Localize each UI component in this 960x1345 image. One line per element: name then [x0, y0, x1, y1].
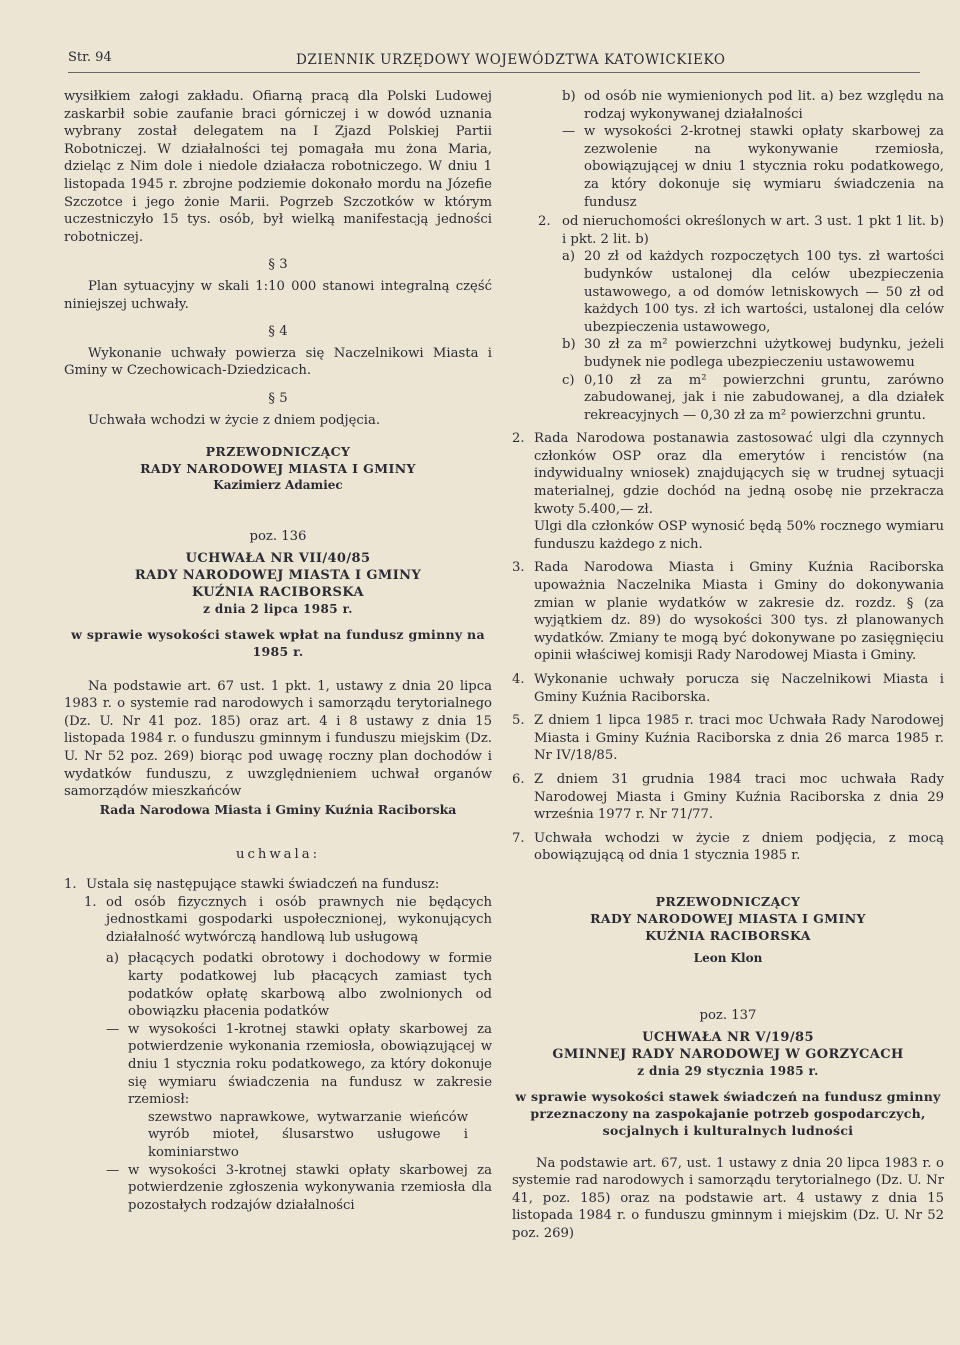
journal-title: DZIENNIK URZĘDOWY WOJEWÓDZTWA KATOWICKIEKO — [296, 52, 726, 68]
right-column — [512, 88, 944, 1243]
paragraph-3-text: Rada Narodowa Miasta i Gminy Kuźnia Raciborska upoważnia Naczelnika Miasta i Gminy do dokonywania zmian w planie wydatków w zakresie dz. rozdz. § (za wyjątkiem dz. 89) do wysokości 300 tys. zł planowanych wydatków. Zmiany te mogą być dokonywane po zasięgnięciu opinii właściwej komisji Rady Narodowej Miasta i Gminy. — [534, 560, 944, 664]
section-5-text: Uchwała wchodzi w życie z dniem podjęcia. — [88, 412, 381, 428]
legal-basis-136: Na podstawie art. 67 ust. 1 pkt. 1, ustawy z dnia 20 lipca 1983 r. o systemie rad narodowych i samorządu terytorialnego (Dz. U. Nr 41 poz. 185) oraz art. 4 i 8 ustawy z dnia 15 listopada 1984 r. o funduszu gminnym i funduszu miejskim (Dz. U. Nr 52 poz. 269) biorąc pod uwagę roczny plan dochodów i wydatków funduszu, z uwzględnieniem uchwał organów samorządów mieszkańców — [64, 678, 492, 800]
paragraph-3: 3. Rada Narodowa Miasta i Gminy Kuźnia Raciborska upoważnia Naczelnika Miasta i Gminy do dokonywania zmian w planie wydatków w zakresie dz. rozdz. § (za wyjątkiem dz. 89) do wysokości 300 tys. zł planowanych wydatków. Zmiany te mogą być dokonywane po zasięgnięciu opinii właściwej komisji Rady Narodowej Miasta i Gminy. — [512, 560, 944, 664]
section-3-heading: § 3 — [268, 257, 288, 273]
resolution-136-date: z dnia 2 lipca 1985 r. — [203, 601, 353, 616]
letter-1a-text: płacących podatki obrotowy i dochodowy w formie karty podatkowej lub płacących zamiast tych podatków opłatę skarbową albo zwolnionych od obowiązku płacenia podatków — [128, 951, 492, 1020]
dash-item-1-text: w wysokości 1-krotnej stawki opłaty skarbowej za potwierdzenie wykonania rzemiosła, obowiązującej w dniu 1 stycznia roku podatkowego, za który dokonuje się wymiaru świadczenia na fundusz w zakresie rzemiosł: — [128, 1021, 492, 1108]
paragraph-5: 5. Z dniem 1 lipca 1985 r. traci moc Uchwała Rady Narodowej Miasta i Gminy Kuźnia Raciborska z dnia 26 marca 1985 r. Nr IV/18/85. — [512, 713, 944, 764]
resolution-136-council: RADY NARODOWEJ MIASTA I GMINY — [134, 567, 422, 583]
letter-1b: b) od osób nie wymienionych pod lit. a) bez względu na rodzaj wykonywanej działalności — [562, 89, 944, 122]
paragraph-7-text: Uchwała wchodzi w życie z dniem podjęcia, z mocą obowiązującą od dnia 1 stycznia 1985 r. — [534, 830, 944, 864]
letter-2a: a) 20 zł od każdych rozpoczętych 100 tys. zł wartości budynków ustalonej dla celów ubezpieczenia ustawowego, a od domów letniskowych — 50 zł od każdych 100 tys. zł ich wartości, ustalonej dla celów ubezpieczenia ustawowego, — [562, 249, 944, 335]
uchwala-word: uchwala: — [235, 847, 321, 863]
paragraph-2-note: Ulgi dla członków OSP wynosić będą 50% rocznego wymiaru funduszu każdego z nich. — [534, 519, 944, 552]
paragraph-2: 2. Rada Narodowa postanawia zastosować ulgi dla czynnych członków OSP oraz dla emerytów i rencistów (na indywidualny wniosek) znajdujących się w trudnej sytuacji materialnej, gdzie dochód na jedną osobę nie przekracza kwoty 5.400,— zł. — [512, 431, 944, 517]
paragraph-4: 4. Wykonanie uchwały porucza się Naczelnikowi Miasta i Gminy Kuźnia Raciborska. — [512, 672, 944, 705]
point-1-2: 2. od nieruchomości określonych w art. 3 ust. 1 pkt 1 lit. b) i pkt. 2 lit. b) — [538, 214, 944, 247]
paragraph-1: 1. Ustala się następujące stawki świadczeń na fundusz: — [64, 876, 492, 894]
letter-2b: b) 30 zł za m² powierzchni użytkowej budynku, jeżeli budynek nie podlega ubezpieczeniu ustawowemu — [562, 337, 944, 370]
chair2-council: RADY NARODOWEJ MIASTA I GMINY — [590, 910, 866, 926]
section-5-heading: § 5 — [268, 390, 288, 406]
paragraph-7: 7. Uchwała wchodzi w życie z dniem podjęcia, z mocą obowiązującą od dnia 1 stycznia 1985 r. — [512, 830, 944, 864]
chairman-signature-2 — [512, 893, 944, 967]
chair1-name: Kazimierz Adamiec — [213, 478, 343, 493]
chair2-name: Leon Klon — [693, 950, 763, 965]
resolution-137-subject: w sprawie wysokości stawek świadczeń na fundusz gminny przeznaczony na zaspokajanie potrzeb gospodarczych, socjalnych i kulturalnych ludności — [515, 1088, 941, 1138]
paragraph-5-text: Z dniem 1 lipca 1985 r. traci moc Uchwała Rady Narodowej Miasta i Gminy Kuźnia Raciborska z dnia 26 marca 1985 r. Nr IV/18/85. — [534, 713, 944, 764]
resolution-137-date: z dnia 29 stycznia 1985 r. — [637, 1063, 819, 1078]
dash-item-2: — w wysokości 3-krotnej stawki opłaty skarbowej za potwierdzenie zgłoszenia wykonywania rzemiosła dla pozostałych rodzajów działalności — [106, 1162, 492, 1213]
legal-basis-137: Na podstawie art. 67, ust. 1 ustawy z dnia 20 lipca 1983 r. o systemie rad narodowych i samorządu terytorialnego (Dz. U. Nr 41, poz. 185) oraz na podstawie art. 4 ustawy z dnia 15 listopada 1984 r. o funduszu gminnym i miejskim (Dz. U. Nr 52 poz. 269) — [512, 1155, 944, 1241]
resolution-136-subject: w sprawie wysokości stawek wpłat na fundusz gminny na 1985 r. — [71, 626, 485, 659]
letter-2b-text: 30 zł za m² powierzchni użytkowej budynku, jeżeli budynek nie podlega ubezpieczeniu ustawowemu — [584, 337, 944, 370]
paragraph-6-text: Z dniem 31 grudnia 1984 traci moc uchwała Rady Narodowej Miasta i Gminy Kuźnia Raciborska z dnia 29 września 1977 r. Nr 71/77. — [534, 771, 944, 823]
page-header — [68, 50, 920, 73]
crafts-list: szewstwo naprawkowe, wytwarzanie wieńców wyrób mioteł, ślusarstwo usługowe i kominiarstwo — [148, 1109, 468, 1160]
resolution-137-number: UCHWAŁA NR V/19/85 — [642, 1029, 814, 1045]
letter-2c: c) 0,10 zł za m² powierzchni gruntu, zarówno zabudowanej, jak i nie zabudowanej, a dla działek rekreacyjnych — 0,30 zł za m² powierzchni gruntu. — [562, 372, 944, 423]
point-1-2-text: od nieruchomości określonych w art. 3 ust. 1 pkt 1 lit. b) i pkt. 2 lit. b) — [562, 214, 944, 247]
chair1-title: PRZEWODNICZĄCY — [205, 444, 351, 460]
chair2-title: PRZEWODNICZĄCY — [655, 893, 801, 909]
paragraph-6: 6. Z dniem 31 grudnia 1984 traci moc uchwała Rady Narodowej Miasta i Gminy Kuźnia Raciborska z dnia 29 września 1977 r. Nr 71/77. — [512, 771, 944, 823]
position-137: poz. 137 — [699, 1007, 757, 1023]
section-3-text: Plan sytuacyjny w skali 1:10 000 stanowi integralną część niniejszej uchwały. — [64, 278, 492, 312]
point-1-1-text: od osób fizycznych i osób prawnych nie będących jednostkami gospodarki uspołecznionej, wykonujących działalność wytwórczą handlową lub usługową — [106, 894, 492, 945]
dash-item-3: — w wysokości 2-krotnej stawki opłaty skarbowej za zezwolenie na wykonywanie rzemiosła, obowiązującej w dniu 1 stycznia roku podatkowego, za który dokonuje się wymiaru świadczenia na fundusz — [562, 124, 944, 210]
resolution-136-header — [64, 550, 492, 618]
letter-2c-text: 0,10 zł za m² powierzchni gruntu, zarówno zabudowanej, jak i nie zabudowanej, a dla działek rekreacyjnych — 0,30 zł za m² powierzchni gruntu. — [584, 372, 944, 423]
dash-item-3-text: w wysokości 2-krotnej stawki opłaty skarbowej za zezwolenie na wykonywanie rzemiosła, obowiązującej w dniu 1 stycznia roku podatkowego, za który dokonuje się wymiaru świadczenia na fundusz — [584, 124, 944, 210]
letter-1a: a) płacących podatki obrotowy i dochodowy w formie karty podatkowej lub płacących zamiast tych podatków opłatę skarbową albo zwolnionych od obowiązku płacenia podatków — [106, 951, 492, 1020]
position-136: poz. 136 — [249, 529, 307, 545]
paragraph-2-text: Rada Narodowa postanawia zastosować ulgi dla czynnych członków OSP oraz dla emerytów i rencistów (na indywidualny wniosek) znajdujących się w trudnej sytuacji materialnej, gdzie dochód na jedną osobę nie przekracza kwoty 5.400,— zł. — [534, 431, 944, 517]
point-1-1: 1. od osób fizycznych i osób prawnych nie będących jednostkami gospodarki uspołecznionej, wykonujących działalność wytwórczą handlową lub usługową — [84, 894, 492, 945]
dash-item-1: — w wysokości 1-krotnej stawki opłaty skarbowej za potwierdzenie wykonania rzemiosła, obowiązującej w dniu 1 stycznia roku podatkowego, za który dokonuje się wymiaru świadczenia na fundusz w zakresie rzemiosł: — [106, 1021, 492, 1108]
resolution-137-council: GMINNEJ RADY NARODOWEJ W GORZYCACH — [552, 1046, 904, 1062]
dash-item-2-text: w wysokości 3-krotnej stawki opłaty skarbowej za potwierdzenie zgłoszenia wykonywania rzemiosła dla pozostałych rodzajów działalności — [128, 1162, 492, 1213]
page-number: Str. 94 — [68, 50, 112, 65]
section-4-text: Wykonanie uchwały powierza się Naczelnikowi Miasta i Gminy w Czechowicach-Dziedzicach. — [64, 345, 492, 379]
chair2-town: KUŹNIA RACIBORSKA — [645, 927, 811, 943]
left-column — [64, 88, 492, 1214]
letter-1b-text: od osób nie wymienionych pod lit. a) bez względu na rodzaj wykonywanej działalności — [584, 89, 944, 122]
paragraph-1-text: Ustala się następujące stawki świadczeń na fundusz: — [86, 877, 440, 893]
resolution-137-header — [512, 1029, 944, 1080]
letter-2a-text: 20 zł od każdych rozpoczętych 100 tys. zł wartości budynków ustalonej dla celów ubezpieczenia ustawowego, a od domów letniskowych — 50 zł od każdych 100 tys. zł ich wartości, ustalonej dla celów ubezpieczenia ustawowego, — [584, 249, 944, 335]
section-4-heading: § 4 — [268, 324, 288, 340]
intro-paragraph: wysiłkiem załogi zakładu. Ofiarną pracą dla Polski Ludowej zaskarbił sobie zaufanie braci górniczej i w dowód uznania wybrany został delegatem na I Zjazd Polskiej Partii Robotniczej. W działalności tej pomagała mu żona Maria, dzieląc z Nim dole i niedole działacza robotniczego. W dniu 1 listopada 1945 r. zbrojne podziemie dokonało mordu na Józefie Szczotce i jego żonie Marii. Pogrzeb Szczotków w którym uczestniczyło 15 tys. osób, był wielką manifestacją jedności robotniczej. — [64, 89, 492, 245]
chairman-signature-1 — [64, 443, 492, 494]
chair1-council: RADY NARODOWEJ MIASTA I GMINY — [140, 461, 416, 477]
paragraph-4-text: Wykonanie uchwały porucza się Naczelnikowi Miasta i Gminy Kuźnia Raciborska. — [534, 672, 944, 705]
basis-organ: Rada Narodowa Miasta i Gminy Kuźnia Raciborska — [99, 801, 457, 817]
resolution-136-number: UCHWAŁA NR VII/40/85 — [185, 550, 371, 566]
resolution-136-town: KUŹNIA RACIBORSKA — [192, 584, 364, 600]
